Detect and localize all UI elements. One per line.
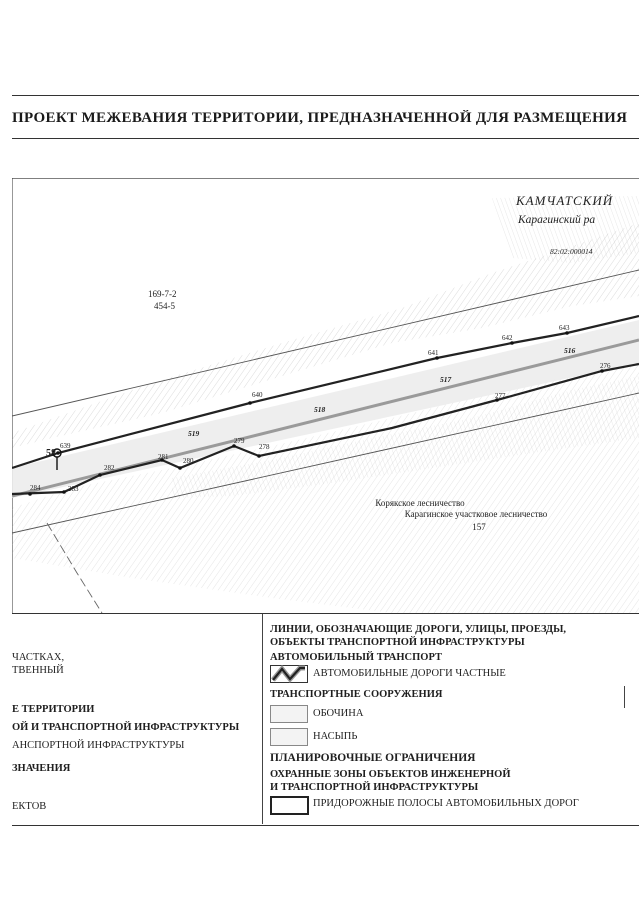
point-label-639: 639: [60, 442, 71, 450]
legend-swatch-shoulder: [270, 705, 308, 723]
survey-point: [248, 401, 252, 405]
legend-heading-transport-structures: ТРАНСПОРТНЫЕ СООРУЖЕНИЯ: [270, 689, 443, 700]
cadastral-block-label: 82:02:000014: [550, 247, 593, 256]
map-bottom-rule: [12, 613, 639, 614]
survey-point: [257, 454, 261, 458]
legend-heading-planning: ПЛАНИРОВОЧНЫЕ ОГРАНИЧЕНИЯ: [270, 752, 476, 764]
point-label-278: 278: [259, 443, 270, 451]
survey-point: [56, 451, 60, 455]
top-rule: [12, 95, 639, 96]
survey-point: [62, 490, 66, 494]
legend-heading-protection: ОХРАННЫЕ ЗОНЫ ОБЪЕКТОВ ИНЖЕНЕРНОЙ: [270, 769, 511, 780]
forestry-label-3: 157: [472, 522, 486, 532]
legend-heading-protection-2: И ТРАНСПОРТНОЙ ИНФРАСТРУКТУРЫ: [270, 782, 479, 793]
legend-item-shoulder: ОБОЧИНА: [313, 708, 364, 719]
marker-label: 58: [46, 448, 56, 459]
point-label-642: 642: [502, 334, 513, 342]
page-title: ПРОЕКТ МЕЖЕВАНИЯ ТЕРРИТОРИИ, ПРЕДНАЗНАЧЕННОЙ ДЛЯ РАЗМЕЩЕНИЯ: [12, 110, 628, 126]
point-label-283: 283: [68, 485, 79, 493]
district-label: Карагинский ра: [518, 214, 596, 226]
map-canvas[interactable]: [12, 178, 639, 613]
point-label-282: 282: [104, 464, 115, 472]
legend-left-line6: ЗНАЧЕНИЯ: [12, 763, 71, 774]
legend-item-roadside: ПРИДОРОЖНЫЕ ПОЛОСЫ АВТОМОБИЛЬНЫХ ДОРОГ: [313, 798, 579, 809]
legend-swatch-embankment: [270, 728, 308, 746]
legend-heading-roads: ЛИНИИ, ОБОЗНАЧАЮЩИЕ ДОРОГИ, УЛИЦЫ, ПРОЕЗДЫ,: [270, 624, 567, 635]
forestry-label-1: Корякское лесничество: [375, 498, 465, 508]
point-label-641: 641: [428, 349, 439, 357]
survey-point: [28, 492, 32, 496]
survey-point: [178, 466, 182, 470]
legend-swatch-private-roads: [270, 665, 308, 683]
legend-subheading-auto: АВТОМОБИЛЬНЫЙ ТРАНСПОРТ: [270, 652, 442, 663]
legend-left-line7: ЕКТОВ: [12, 801, 47, 812]
parcel-subcode: 454-5: [154, 301, 175, 311]
point-label-279: 279: [234, 437, 245, 445]
legend-right-edge: [624, 686, 625, 708]
point-label-643: 643: [559, 324, 570, 332]
region-label: КАМЧАТСКИЙ: [516, 193, 614, 208]
centerline-label-517: 517: [440, 375, 452, 384]
point-label-284: 284: [30, 484, 41, 492]
legend-item-private-roads: АВТОМОБИЛЬНЫЕ ДОРОГИ ЧАСТНЫЕ: [313, 668, 506, 679]
point-label-277: 277: [495, 392, 506, 400]
point-label-280: 280: [183, 457, 194, 465]
survey-point: [98, 473, 102, 477]
point-label-281: 281: [158, 453, 169, 461]
legend-bottom-rule: [12, 825, 639, 826]
legend-swatch-roadside: [270, 796, 309, 815]
point-label-276: 276: [600, 362, 611, 370]
point-label-640: 640: [252, 391, 263, 399]
centerline-label-516: 516: [564, 346, 576, 355]
legend-left-line5: АНСПОРТНОЙ ИНФРАСТРУКТУРЫ: [12, 740, 185, 751]
title-rule: [12, 138, 639, 139]
parcel-code: 169-7-2: [148, 289, 177, 299]
legend-heading-roads-2: ОБЪЕКТЫ ТРАНСПОРТНОЙ ИНФРАСТРУКТУРЫ: [270, 637, 525, 648]
legend-left-line4: ОЙ И ТРАНСПОРТНОЙ ИНФРАСТРУКТУРЫ: [12, 722, 240, 733]
centerline-label-519: 519: [188, 429, 200, 438]
legend-divider: [262, 614, 263, 824]
legend-left-line3: Е ТЕРРИТОРИИ: [12, 704, 95, 715]
legend-left-line1: ЧАСТКАХ,: [12, 652, 65, 663]
legend-item-embankment: НАСЫПЬ: [313, 731, 358, 742]
centerline-label-518: 518: [314, 405, 326, 414]
legend-left-line2: ТВЕННЫЙ: [12, 665, 64, 676]
forestry-label-2: Карагинское участковое лесничество: [404, 509, 548, 519]
